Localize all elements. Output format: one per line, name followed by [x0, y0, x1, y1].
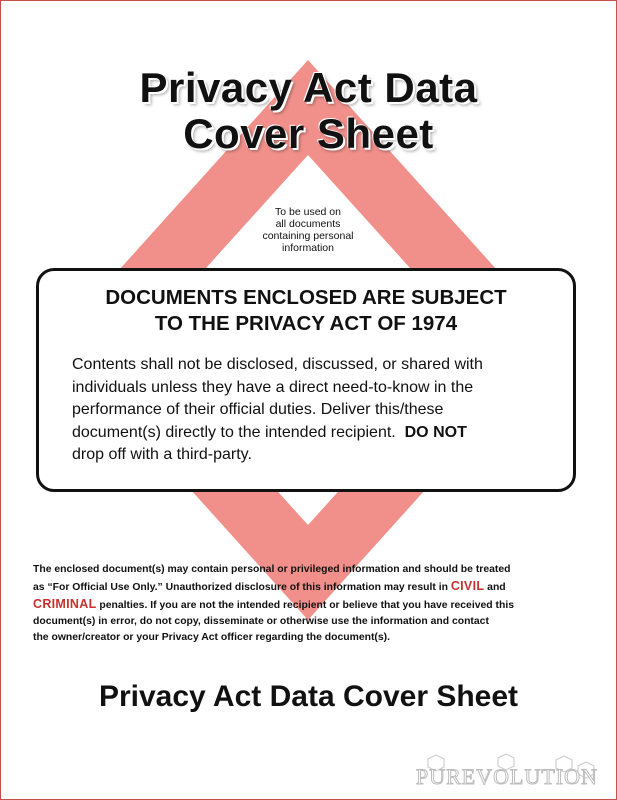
disclaimer-line: document(s) in error, do not copy, disseminate or otherwise use the information and contact: [33, 616, 489, 627]
page-title: Privacy Act Data: [139, 64, 478, 111]
notice-heading-line: DOCUMENTS ENCLOSED ARE SUBJECT: [105, 286, 507, 309]
disclaimer-text: [33, 562, 603, 646]
usage-note-line: containing personal: [262, 230, 354, 242]
notice-body-text: document(s) directly to the intended recipient.: [72, 423, 396, 441]
purevolution-logo: [414, 753, 604, 789]
logo-wordmark: PUREVOLUTION: [416, 764, 598, 789]
notice-body-line: performance of their official duties. Deliver this/these: [72, 401, 444, 418]
disclaimer-text-segment: as “For Official Use Only.” Unauthorized disclosure of this information may result in: [33, 582, 448, 593]
notice-body: [72, 354, 562, 467]
disclaimer-line: The enclosed document(s) may contain personal or privileged information and should be treated: [33, 564, 511, 575]
usage-note-line: To be used on: [275, 206, 341, 218]
notice-body-line: Contents shall not be disclosed, discussed, or shared with: [72, 356, 483, 373]
notice-heading: [39, 285, 573, 337]
notice-box: [36, 268, 576, 492]
disclaimer-line: [33, 578, 603, 596]
notice-body-line: individuals unless they have a direct need-to-know in the: [72, 378, 474, 396]
civil-warning: CIVIL: [450, 579, 485, 593]
usage-note: [238, 206, 378, 254]
criminal-warning: CRIMINAL: [33, 597, 97, 611]
disclaimer-text-segment: and: [487, 582, 506, 593]
disclaimer-line: the owner/creator or your Privacy Act officer regarding the document(s).: [33, 632, 391, 643]
do-not-warning: DO NOT: [404, 423, 467, 441]
disclaimer-line: [33, 596, 603, 614]
usage-note-line: all documents: [275, 218, 341, 230]
notice-body-line: drop off with a third-party.: [72, 446, 252, 463]
notice-body-line: [72, 422, 562, 445]
notice-heading-line: TO THE PRIVACY ACT OF 1974: [154, 312, 458, 335]
disclaimer-text-segment: penalties. If you are not the intended recipient or believe that you have received this: [99, 600, 514, 611]
usage-note-line: information: [282, 242, 334, 254]
bottom-title: Privacy Act Data Cover Sheet: [98, 680, 519, 713]
page-title-second-line: Cover Sheet: [183, 110, 434, 157]
